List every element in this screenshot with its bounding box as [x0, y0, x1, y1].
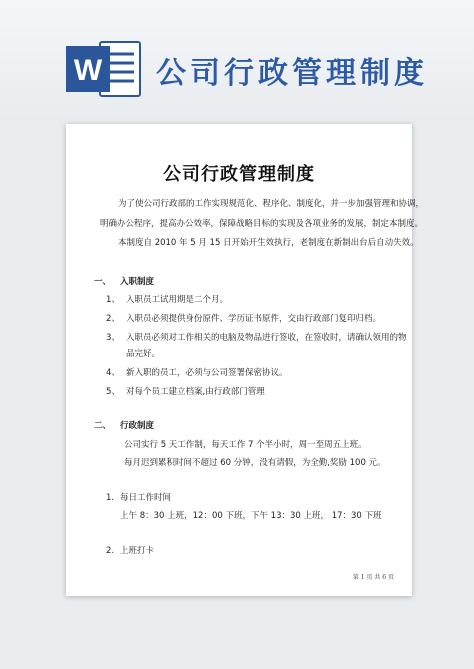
section1-title: 入职制度 [120, 277, 155, 287]
word-logo-letter: W [73, 54, 103, 87]
banner [0, 0, 474, 120]
s2-sub2-title: 上班打卡 [120, 546, 155, 556]
section2-number: 二、 [94, 421, 112, 431]
s1-item5-text: 对每个员工建立档案,由行政部门管理 [126, 387, 265, 397]
page-indicator: 第 1 页 共 6 页 [352, 574, 394, 581]
s2-sub1-title: 每日工作时间 [120, 493, 172, 503]
intro-line-1: 为了使公司行政部的工作实现规范化、程序化、制度化，并一步加强管理和协调， [118, 199, 425, 209]
s1-item1-text: 入职员工试用期是二个月。 [126, 295, 229, 305]
s1-item5-number: 5、 [106, 387, 120, 397]
s2-paragraph-1: 公司实行 5 天工作制，每天工作 7 个半小时，周一至周五上班。 [124, 440, 367, 450]
intro-line-3: 本制度自 2010 年 5 月 15 日开始开生效执行，老制度在新制出台后自动失效。 [118, 238, 419, 248]
s2-sub2-number: 2. [106, 546, 115, 556]
s1-item4-text: 新入职的员工，必须与公司签署保密协议。 [126, 368, 288, 378]
document-page [66, 124, 425, 596]
s1-item3-text-line1: 入职员必须对工作相关的电脑及物品进行签收，在签收时，请确认领用的物 [126, 333, 407, 343]
word-logo-icon [64, 38, 142, 100]
s1-item3-number: 3、 [106, 333, 120, 343]
s2-sub1-number: 1. [106, 493, 115, 503]
banner-title: 公司行政管理制度 [156, 56, 428, 91]
s1-item1-number: 1、 [106, 295, 120, 305]
s1-item2-number: 2、 [106, 314, 120, 324]
intro-line-2: 明确办公程序，提高办公效率，保障战略目标的实现及各项业务的发展，制定本制度。 [100, 219, 424, 229]
section1-number: 一、 [94, 277, 112, 287]
s2-sub1-text: 上午 8：30 上班，12：00 下班，下午 13：30 上班， 17：30 下班 [120, 511, 382, 521]
s2-paragraph-2: 每月迟到累积时间不超过 60 分钟，没有请假，为全勤,奖励 100 元。 [124, 458, 386, 468]
section2-title: 行政制度 [120, 421, 155, 431]
s1-item4-number: 4、 [106, 368, 120, 378]
s1-item2-text: 入职员必须提供身份原件、学历证书原件，交由行政部门复印归档。 [126, 314, 382, 324]
s1-item3-text-line2: 品完好。 [126, 349, 161, 359]
document-title: 公司行政管理制度 [163, 164, 315, 185]
